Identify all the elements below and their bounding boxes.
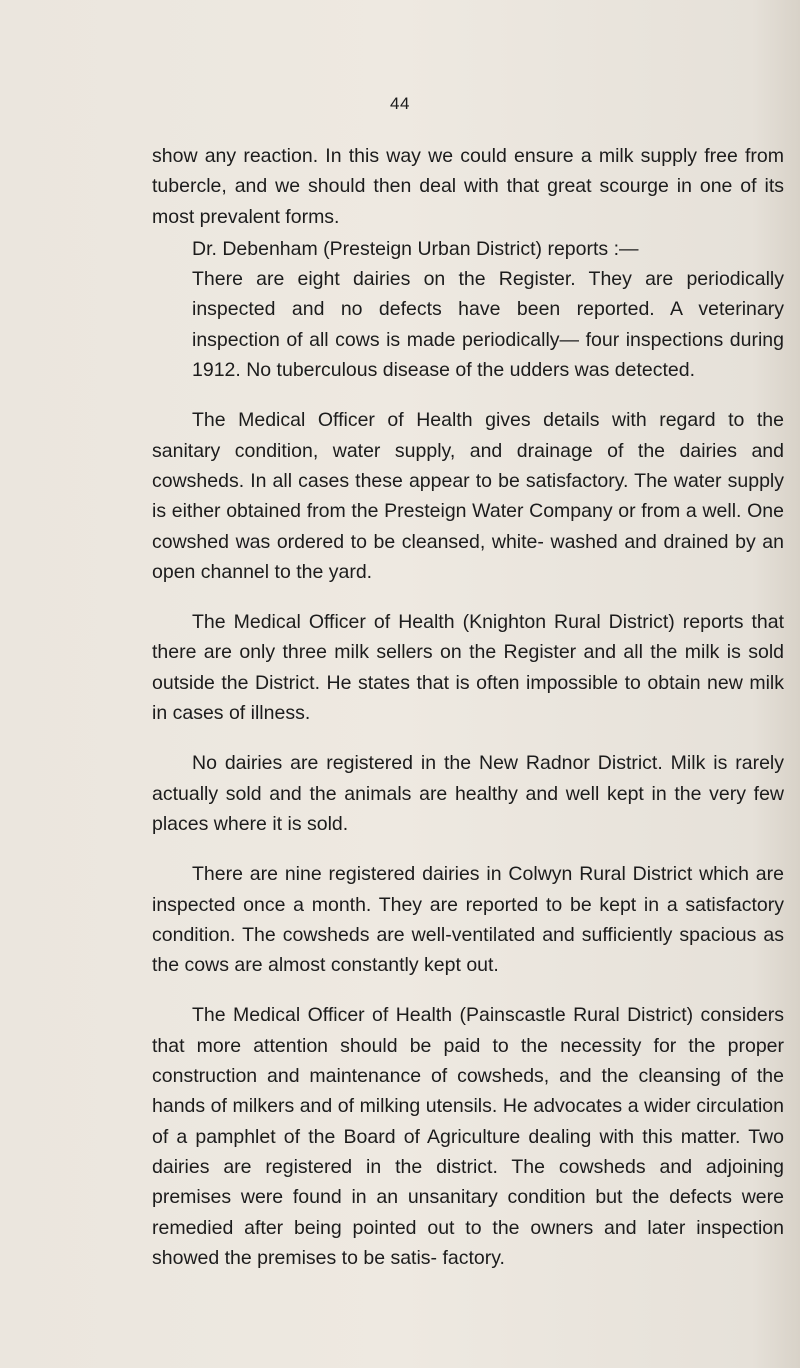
paragraph-presteign-sanitary: The Medical Officer of Health gives details with regard to the sanitary condition, water supply, and drainage of the dairies and cowsheds. In all cases these appear to be satisfactory. The water supply is either obtained from the Presteign Water Company or from a well. One cowshed was ordered to be cleansed, white- washed and drained by an open channel to the yard. [152, 409, 784, 583]
paragraph-knighton: The Medical Officer of Health (Knighton Rural District) reports that there are only three milk sellers on the Register and all the milk is sold outside the District. He states that is often impossible to obtain new milk in cases of illness. [152, 611, 784, 725]
paragraph-debenham-intro: Dr. Debenham (Presteign Urban District) reports :— [192, 237, 639, 260]
paragraph-continuation: show any reaction. In this way we could ensure a milk supply free from tubercle, and we should then deal with that great scourge in one of its most prevalent forms. [152, 145, 784, 228]
paragraph-new-radnor: No dairies are registered in the New Radnor District. Milk is rarely actually sold and the animals are healthy and well kept in the very few places where it is sold. [152, 752, 784, 835]
paragraph-debenham-quote: There are eight dairies on the Register. They are periodically inspected and no defects have been reported. A veterinary inspection of all cows is made periodically— four inspections during 1912. No tuberculous disease of the udders was detected. [192, 268, 784, 382]
page-number: 44 [390, 94, 410, 113]
body-text [152, 141, 784, 1273]
paragraph-painscastle: The Medical Officer of Health (Painscastle Rural District) considers that more attention should be paid to the necessity for the proper construction and maintenance of cowsheds, and the cleansing of the hands of milkers and of milking utensils. He advocates a wider circulation of a pamphlet of the Board of Agriculture dealing with this matter. Two dairies are registered in the district. The cowsheds and adjoining premises were found in an unsanitary condition but the defects were remedied after being pointed out to the owners and later inspection showed the premises to be satis- factory. [152, 1004, 784, 1269]
paragraph-colwyn: There are nine registered dairies in Colwyn Rural District which are inspected once a month. They are reported to be kept in a satisfactory condition. The cowsheds are well-ventilated and sufficiently spacious as the cows are almost constantly kept out. [152, 863, 784, 977]
